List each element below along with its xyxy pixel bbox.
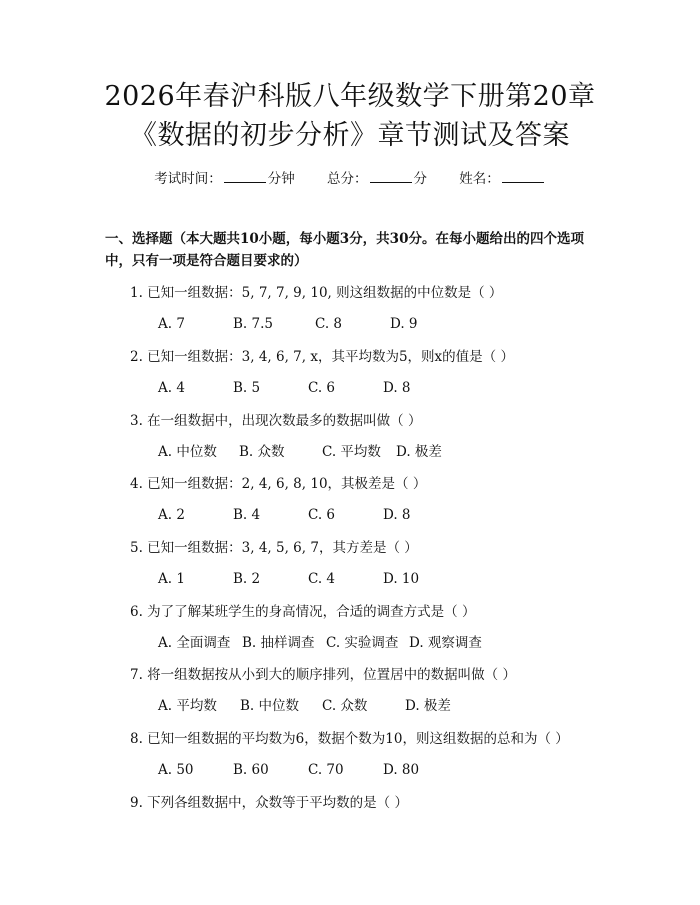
question-5-option-a: A. 1: [158, 571, 185, 587]
exam-time-field: [154, 168, 295, 189]
question-2-option-d: D. 8: [383, 380, 411, 396]
question-7-text: 7. 将一组数据按从小到大的顺序排列，位置居中的数据叫做（ ）: [130, 667, 516, 683]
exam-info-line: [0, 168, 700, 189]
question-5-option-b: B. 2: [233, 571, 261, 587]
question-4-option-c: C. 6: [308, 507, 336, 523]
question-5-option-c: C. 4: [308, 571, 336, 587]
question-1-option-d: D. 9: [390, 316, 418, 332]
question-8-text: 8. 已知一组数据的平均数为6，数据个数为10，则这组数据的总和为（ ）: [130, 731, 569, 747]
total-score-unit: 分: [413, 171, 427, 187]
question-7-option-d: D. 极差: [405, 698, 451, 714]
question-1-text: 1. 已知一组数据：5, 7, 7, 9, 10, 则这组数据的中位数是（ ）: [130, 285, 503, 301]
question-3-option-c: C. 平均数: [322, 444, 381, 460]
name-blank: [502, 168, 544, 183]
total-score-blank: [370, 168, 412, 183]
question-6-option-a: A. 全面调查: [158, 635, 231, 651]
question-1-option-b: B. 7.5: [233, 316, 273, 332]
question-8-option-a: A. 50: [158, 762, 194, 778]
question-8-option-c: C. 70: [308, 762, 344, 778]
question-5-text: 5. 已知一组数据：3, 4, 5, 6, 7，其方差是（ ）: [130, 540, 418, 556]
exam-time-label: 考试时间：: [154, 171, 222, 187]
question-6-option-c: C. 实验调查: [326, 635, 399, 651]
question-1-option-c: C. 8: [315, 316, 343, 332]
question-9-text: 9. 下列各组数据中，众数等于平均数的是（ ）: [130, 795, 408, 811]
question-4-option-d: D. 8: [383, 507, 411, 523]
name-field: [459, 168, 546, 189]
question-2-option-a: A. 4: [158, 380, 185, 396]
question-6-option-d: D. 观察调查: [409, 635, 482, 651]
section-heading: 一、选择题（本大题共10小题，每小题3分，共30分。在每小题给出的四个选项中，只有一项是符合题目要求的）: [105, 231, 584, 269]
question-7-option-a: A. 平均数: [158, 698, 217, 714]
question-3-option-a: A. 中位数: [158, 444, 217, 460]
title-line-2: 《数据的初步分析》章节测试及答案: [130, 120, 570, 151]
exam-time-unit: 分钟: [267, 171, 295, 187]
question-7-option-c: C. 众数: [322, 698, 368, 714]
question-3-option-d: D. 极差: [396, 444, 442, 460]
total-score-field: [327, 168, 427, 189]
question-5-option-d: D. 10: [383, 571, 420, 587]
question-4-option-b: B. 4: [233, 507, 261, 523]
question-2-text: 2. 已知一组数据：3, 4, 6, 7, x，其平均数为5，则x的值是（ ）: [130, 349, 514, 365]
question-2-option-b: B. 5: [233, 380, 261, 396]
exam-time-blank: [224, 168, 266, 183]
name-label: 姓名：: [459, 171, 500, 187]
question-2-option-c: C. 6: [308, 380, 336, 396]
total-score-label: 总分：: [327, 171, 368, 187]
question-3-text: 3. 在一组数据中，出现次数最多的数据叫做（ ）: [130, 413, 422, 429]
question-6-text: 6. 为了了解某班学生的身高情况，合适的调查方式是（ ）: [130, 604, 476, 620]
question-3-option-b: B. 众数: [239, 444, 285, 460]
title-line-1: 2026年春沪科版八年级数学下册第20章: [104, 81, 596, 112]
question-6-option-b: B. 抽样调查: [242, 635, 315, 651]
question-8-option-d: D. 80: [383, 762, 420, 778]
question-8-option-b: B. 60: [233, 762, 269, 778]
question-7-option-b: B. 中位数: [240, 698, 300, 714]
question-4-text: 4. 已知一组数据：2, 4, 6, 8, 10，其极差是（ ）: [130, 476, 427, 492]
question-4-option-a: A. 2: [158, 507, 185, 523]
question-1-option-a: A. 7: [158, 316, 185, 332]
